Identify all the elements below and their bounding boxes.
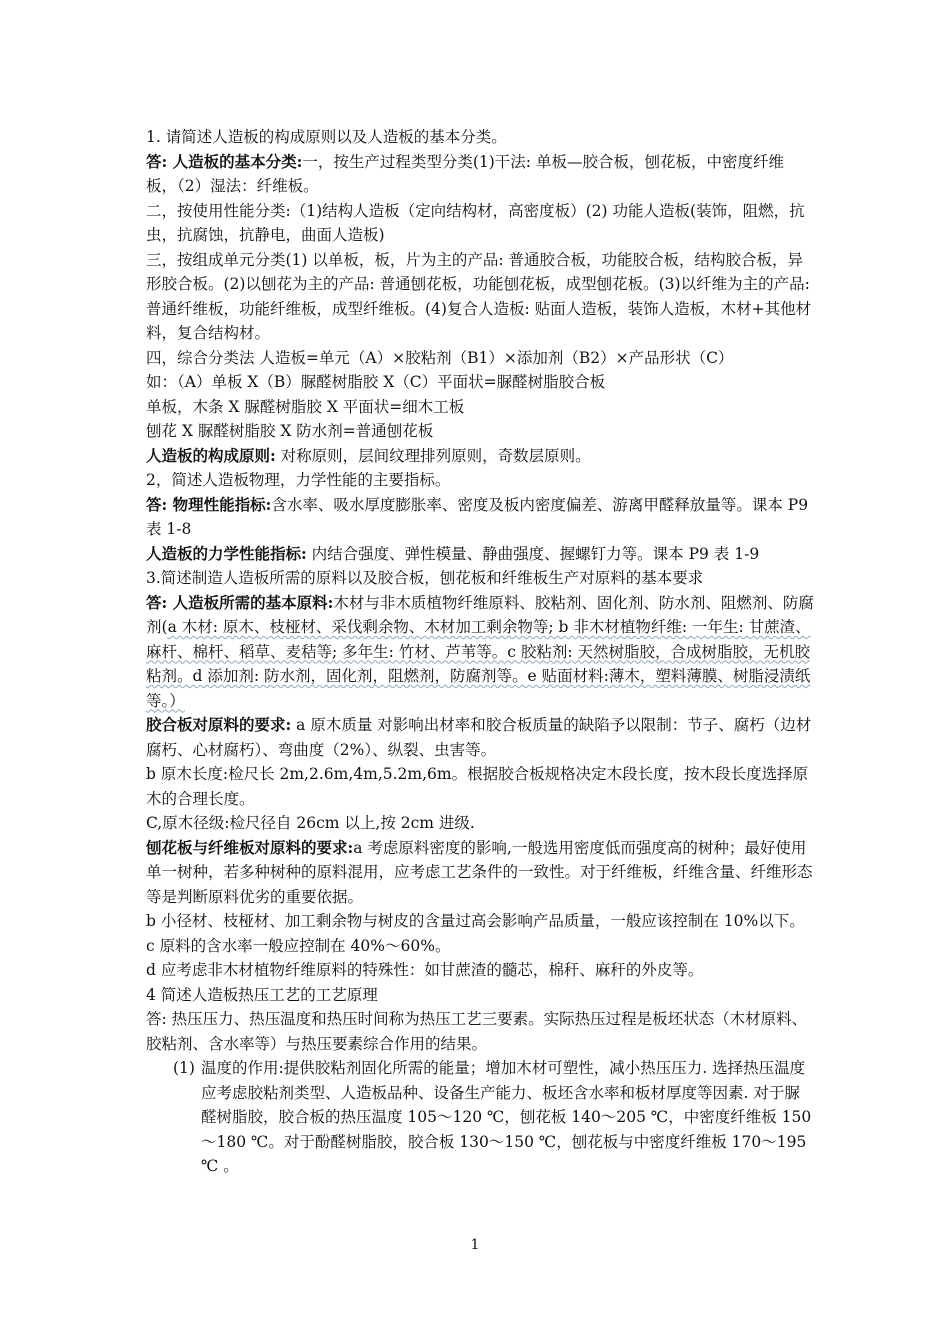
text: 单板，木条 X 脲醛树脂胶 X 平面状=细木工板: [146, 397, 465, 416]
answer-2-mechanical: [146, 542, 814, 567]
text: d 应考虑非木材植物纤维原料的特殊性：如甘蔗渣的髓芯，棉秆、麻秆的外皮等。: [146, 961, 704, 979]
text: 二，按使用性能分类:（1)结构人造板（定向结构材，高密度板）(2) 功能人造板(装饰，阻燃，抗虫，抗腐蚀，抗静电，曲面人造板): [146, 201, 805, 244]
classification-4: [146, 346, 814, 371]
text: b 原木长度:检尺长 2m,2.6m,4m,5.2m,6m。根据胶合板规格决定木段长度，按木段长度选择原木的合理长度。: [146, 765, 809, 808]
text: 如：（A）单板 X（B）脲醛树脂胶 X（C）平面状=脲醛树脂胶合板: [146, 373, 606, 391]
text: 1. 请简述人造板的构成原则以及人造板的基本分类。: [146, 128, 507, 146]
text: b 小径材、枝桠材、加工剩余物与树皮的含量过高会影响产品质量，一般应该控制在 10%以下。: [146, 912, 805, 930]
text: 3.简述制造人造板所需的原料以及胶合板，刨花板和纤维板生产对原料的基本要求: [146, 569, 704, 587]
question-3: [146, 566, 814, 591]
text: 4 简述人造板热压工艺的工艺原理: [146, 985, 378, 1004]
particleboard-requirements: [146, 836, 814, 910]
answer-3-materials: [146, 591, 814, 714]
composition-principle: [146, 444, 814, 469]
text: c 原料的含水率一般应控制在 40%～60%。: [146, 936, 451, 955]
question-1: [146, 125, 814, 150]
text: 一，按生产过程类型分类(1)干法: 单板—胶合板，刨花板，中密度纤维板，（2）湿法：纤维板。: [146, 152, 784, 195]
classification-2: [146, 199, 814, 248]
item-number: (1): [173, 1059, 195, 1077]
log-length: [146, 762, 814, 811]
requirement-b: [146, 909, 814, 934]
example-2: [146, 395, 814, 420]
text: 含水率、吸水厚度膨胀率、密度及板内密度偏差、游离甲醛释放量等。课本 P9 表 1-8: [146, 495, 809, 538]
text: C,原木径级:检尺径自 26cm 以上,按 2cm 进级.: [146, 814, 475, 832]
requirement-c: [146, 934, 814, 959]
answer-2-physical: [146, 493, 814, 542]
answer-4: [146, 1007, 814, 1056]
text: a 考虑原料密度的影响,一般选用密度低而强度高的树种；最好使用单一树种，若多种树种的原料混用，应考虑工艺条件的一致性。对于纤维板，纤维含量、纤维形态等是判断原料优劣的重要依据。: [146, 838, 813, 906]
text: 答: 热压压力、热压温度和热压时间称为热压工艺三要素。实际热压过程是板坯状态（木材原料、胶粘剂、含水率等）与热压要素综合作用的结果。: [146, 1010, 808, 1053]
bold-heading: 答: 人造板所需的基本原料:: [146, 592, 334, 612]
bold-heading: 答: 物理性能指标:: [146, 494, 272, 514]
numbered-item-1: [146, 1056, 814, 1179]
marked-text: a 木材: 原木、枝桠材、采伐剩余物、木材加工剩余物等; b 非木材植物纤维: 一年生: 甘蔗渣、麻杆、棉杆、稻草、麦秸等; 多年生: 竹材、芦苇等。c 胶粘剂: 天然树脂胶，合成树脂胶，无机胶粘剂。d 添加剂: 防水剂，固化剂，阻燃剂，防腐剂等。e 贴面材料:薄木，塑料薄膜、树脂浸渍纸等。）: [146, 618, 811, 710]
text: 四，综合分类法 人造板=单元（A）×胶粘剂（B1）×添加剂（B2）×产品形状（C）: [146, 348, 734, 367]
question-4: [146, 983, 814, 1008]
bold-heading: 刨花板与纤维板对原料的要求:: [146, 837, 354, 857]
text: a 原木质量 对影响出材率和胶合板质量的缺陷予以限制：节子、腐朽（边材腐朽、心材腐朽）、弯曲度（2%）、纵裂、虫害等。: [146, 716, 812, 759]
document-body: [146, 125, 814, 1179]
text: 木材与非木质植物纤维原料、胶粘剂、固化剂、防水剂、阻燃剂、防腐剂(: [146, 593, 814, 636]
bold-heading: 答: 人造板的基本分类:: [146, 151, 303, 171]
text: 2，简述人造板物理，力学性能的主要指标。: [146, 471, 451, 489]
example-3: [146, 419, 814, 444]
example-1: [146, 370, 814, 395]
log-diameter: [146, 811, 814, 836]
requirement-d: [146, 958, 814, 983]
page-number: 1: [470, 1237, 480, 1253]
bold-heading: 胶合板对原料的要求:: [146, 715, 292, 734]
plywood-requirements: [146, 713, 814, 762]
item-text: 温度的作用:提供胶粘剂固化所需的能量；增加木材可塑性，减小热压压力. 选择热压温度应考虑胶粘剂类型、人造板品种、设备生产能力、板坯含水率和板材厚度等因素. 对于脲醛树脂胶，胶合板的热压温度 105～120 ℃，刨花板 140～205 ℃，中密度纤维板 150～180 ℃。对于酚醛树脂胶，胶合板 130～150 ℃，刨花板与中密度纤维板 170～195 ℃ 。: [201, 1059, 812, 1175]
bold-heading: 人造板的构成原则:: [146, 445, 276, 465]
text: 三，按组成单元分类(1) 以单板，板，片为主的产品: 普通胶合板，功能胶合板，结构胶合板，异形胶合板。(2)以刨花为主的产品: 普通刨花板，功能刨花板，成型刨花板。(3)以纤维为主的产品: 普通纤维板，功能纤维板，成型纤维板。(4)复合人造板: 贴面人造板，装饰人造板，木材+其他材料，复合结构材。: [146, 250, 812, 342]
bold-heading: 人造板的力学性能指标:: [146, 543, 307, 563]
classification-3: [146, 248, 814, 346]
text: 对称原则，层间纹理排列原则，奇数层原则。: [275, 446, 591, 465]
answer-1-classification: [146, 150, 814, 199]
text: 刨花 X 脲醛树脂胶 X 防水剂=普通刨花板: [146, 422, 434, 440]
question-2: [146, 468, 814, 493]
text: 内结合强度、弹性模量、静曲强度、握螺钉力等。课本 P9 表 1-9: [306, 544, 760, 563]
